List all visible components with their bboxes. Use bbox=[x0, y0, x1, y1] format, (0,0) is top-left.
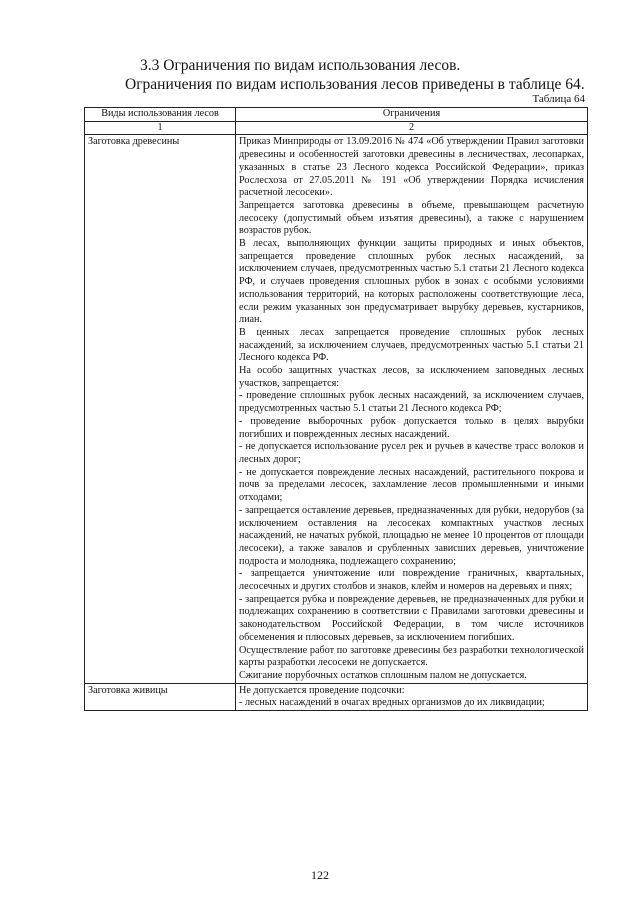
restriction-paragraph: В ценных лесах запрещается проведение сплошных рубок лесных насаждений, за исключением случаев, предусмотренных частью 5.1 статьи 21 Лесного кодекса РФ. bbox=[239, 326, 584, 364]
row-restrictions bbox=[236, 135, 588, 683]
row-kind-label: Заготовка живицы bbox=[85, 683, 236, 710]
page-number: 122 bbox=[311, 868, 329, 882]
restriction-paragraph: Сжигание порубочных остатков сплошным палом не допускается. bbox=[239, 669, 527, 681]
restriction-paragraph: На особо защитных участках лесов, за исключением заповедных лесных участков, запрещается: bbox=[239, 365, 584, 389]
restriction-paragraph: Осуществление работ по заготовке древесины без разработки технологической карты разработки лесосеки не допускается. bbox=[239, 644, 584, 669]
header-row bbox=[85, 108, 588, 122]
table-row bbox=[85, 683, 588, 710]
restrictions-table bbox=[84, 107, 588, 711]
column-number-2: 2 bbox=[236, 121, 588, 135]
restriction-paragraph: - проведение выборочных рубок допускается только в целях вырубки погибших и поврежденных лесных насаждений. bbox=[239, 415, 584, 440]
restriction-paragraph: - запрещается оставление деревьев, предназначенных для рубки, недорубов (за исключением оставления на лесосеках компактных участков лесных насаждений, не начатых рубкой, площадью не менее 10 процентов от площади лесосеки), а также завалов и срубленных зависших деревьев, уничтожение подроста и молодняка, подлежащего сохранению; bbox=[239, 504, 584, 567]
column-header-restrictions: Ограничения bbox=[236, 108, 588, 122]
restriction-paragraph: - запрещается рубка и повреждение деревьев, не предназначенных для рубки и подлежащих сохранению в соответствии с Правилами заготовки древесины и законодательством Российской Федерации, в том числе источников обсеменения и плюсовых деревьев, за исключением погибших. bbox=[239, 593, 584, 643]
column-number-row bbox=[85, 121, 588, 135]
row-kind-label: Заготовка древесины bbox=[85, 135, 236, 683]
row-restrictions bbox=[236, 683, 588, 710]
restriction-paragraph: - не допускается повреждение лесных насаждений, растительного покрова и почв за пределами лесосек, захламление лесов промышленными и иными отходами; bbox=[239, 466, 584, 504]
table-caption: Таблица 64 bbox=[532, 93, 585, 105]
restriction-paragraph: - не допускается использование русел рек и ручьев в качестве трасс волоков и лесных дорог; bbox=[239, 441, 584, 465]
restriction-paragraph: - запрещается уничтожение или повреждение граничных, квартальных, лесосечных и других столбов и знаков, клейм и номеров на деревьях и пнях; bbox=[239, 568, 584, 593]
column-header-kinds: Виды использования лесов bbox=[85, 108, 236, 122]
restriction-paragraph: Запрещается заготовка древесины в объеме, превышающем расчетную лесосеку (допустимый объем изъятия древесины), а также с нарушением возрастов рубок. bbox=[239, 199, 584, 237]
restriction-paragraph: - лесных насаждений в очагах вредных организмов до их ликвидации; bbox=[239, 697, 545, 709]
restriction-paragraph: Не допускается проведение подсочки: bbox=[239, 684, 405, 696]
restriction-paragraph: В лесах, выполняющих функции защиты природных и иных объектов, запрещается проведение сплошных рубок лесных насаждений, за исключением случаев, предусмотренных частью 5.1 статьи 21 Лесного кодекса РФ, и случаев проведения сплошных рубок в зонах с особыми условиями использования территорий, на которых расположены соответствующие леса, если режим указанных зон предусматривает вырубку деревьев, кустарников, лиан. bbox=[239, 238, 584, 326]
restriction-paragraph: Приказ Минприроды от 13.09.2016 № 474 «Об утверждении Правил заготовки древесины и особенностей заготовки древесины в лесничествах, лесопарках, указанных в статье 23 Лесного кодекса Российской Федерации», приказ Рослесхоза от 27.05.2011 № 191 «Об утверждении Порядка исчисления расчетной лесосеки». bbox=[239, 136, 584, 199]
restriction-paragraph: - проведение сплошных рубок лесных насаждений, за исключением случаев, предусмотренных частью 5.1 статьи 21 Лесного кодекса РФ; bbox=[239, 390, 584, 415]
column-number-1: 1 bbox=[85, 121, 236, 135]
intro-text: Ограничения по видам использования лесов приведены в таблице 64. bbox=[125, 76, 585, 93]
section-heading: 3.3 Ограничения по видам использования лесов. bbox=[140, 57, 461, 74]
table-row bbox=[85, 135, 588, 683]
